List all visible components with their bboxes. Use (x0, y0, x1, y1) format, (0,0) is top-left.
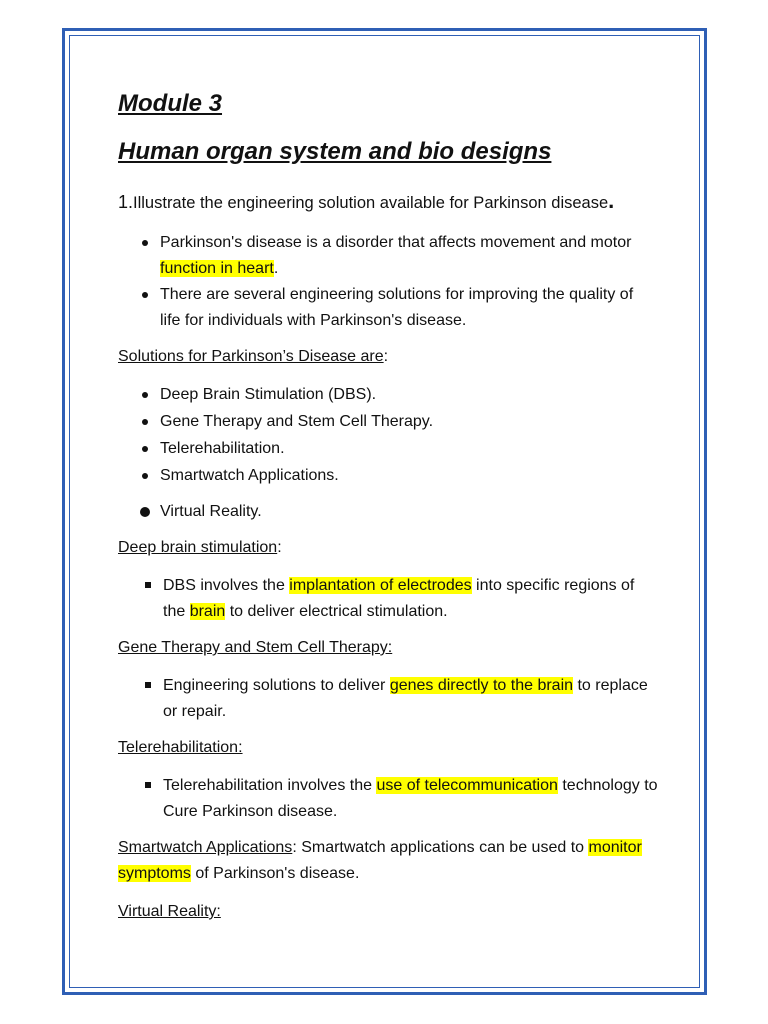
solutions-list (118, 382, 658, 525)
list-item-text: Telerehabilitation involves the (163, 777, 377, 794)
list-item-text: DBS involves the (163, 577, 290, 594)
list-item-text: Parkinson's disease is a disorder that affects movement and motor (160, 234, 632, 251)
dbs-list (118, 573, 658, 625)
list-item (118, 673, 658, 725)
highlight-text: implantation of electrodes (289, 577, 472, 594)
list-item-text: to deliver electrical stimulation. (225, 603, 448, 620)
tele-list (118, 773, 658, 825)
heading-text: Gene Therapy and Stem Cell Therapy: (118, 639, 393, 656)
intro-list (118, 230, 658, 334)
list-item: Telerehabilitation. (118, 436, 658, 462)
list-item-text: . (273, 260, 279, 277)
dbs-heading (118, 535, 658, 561)
list-item-text: There are several engineering solutions for improving the quality of life for individuals with Parkinson's disease. (160, 286, 634, 329)
highlight-text: use of telecommunication (376, 777, 558, 794)
list-item (118, 573, 658, 625)
list-item (118, 282, 658, 334)
list-item-text: to replace or repair. (163, 677, 648, 720)
gene-heading (118, 635, 658, 661)
gene-list (118, 673, 658, 725)
paragraph-text: of Parkinson's disease. (190, 865, 360, 882)
module-title: Module 3 (118, 90, 223, 117)
highlight-text: function in heart (160, 260, 274, 277)
document-body (118, 88, 658, 937)
heading-text: Telerehabilitation: (118, 739, 243, 756)
subject-title: Human organ system and bio designs (118, 138, 552, 165)
question-number: 1. (118, 192, 134, 212)
heading-suffix: : (277, 539, 282, 556)
heading-text: Virtual Reality: (118, 903, 221, 920)
vr-heading (118, 899, 658, 925)
highlight-text: monitor symptoms (118, 839, 642, 882)
tele-heading (118, 735, 658, 761)
question-period: . (608, 188, 615, 213)
heading-suffix: : (383, 348, 389, 365)
list-item-text: technology to Cure Parkinson disease. (163, 777, 658, 820)
highlight-text: brain (189, 603, 226, 620)
list-item: Smartwatch Applications. (118, 463, 658, 489)
list-item (118, 773, 658, 825)
list-item (118, 230, 658, 282)
list-item-text: into specific regions of the (163, 577, 635, 620)
question-text: Illustrate the engineering solution available for Parkinson disease (133, 194, 609, 212)
smartwatch-paragraph (118, 835, 658, 887)
list-item: Gene Therapy and Stem Cell Therapy. (118, 409, 658, 435)
list-item-text: Engineering solutions to deliver (163, 677, 390, 694)
paragraph-text: : Smartwatch applications can be used to (292, 839, 589, 856)
question (118, 188, 658, 216)
highlight-text: genes directly to the brain (389, 677, 574, 694)
heading-text: Smartwatch Applications (118, 839, 293, 856)
list-item: Deep Brain Stimulation (DBS). (118, 382, 658, 408)
heading-text: Solutions for Parkinson’s Disease are (118, 348, 384, 365)
solutions-heading (118, 344, 658, 370)
heading-text: Deep brain stimulation (118, 539, 278, 556)
list-item: Virtual Reality. (118, 499, 658, 525)
